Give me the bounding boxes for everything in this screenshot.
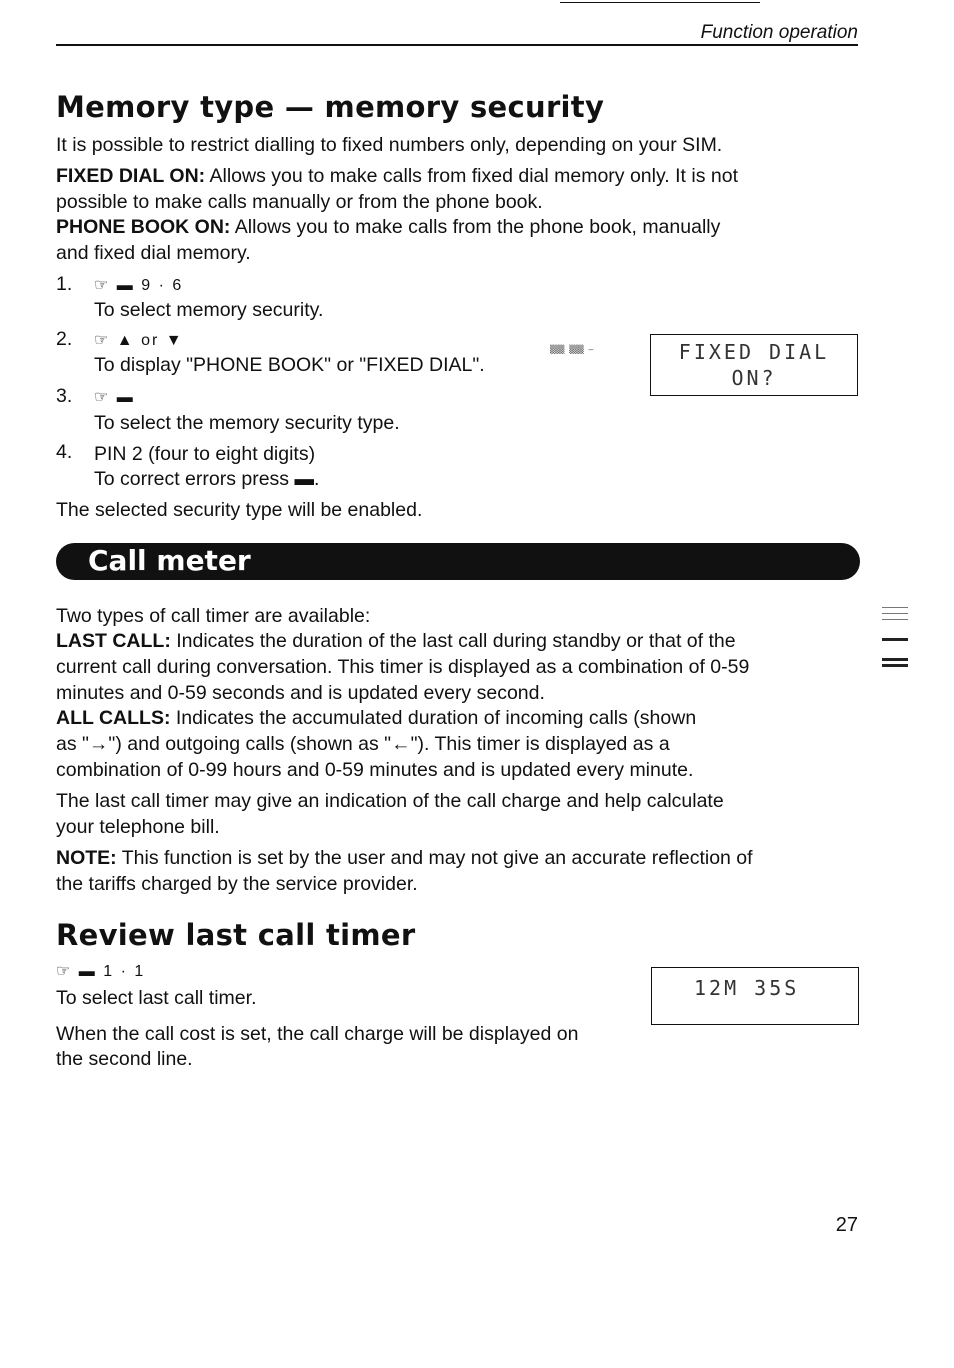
step-number: 1. [56, 273, 73, 295]
note-paragraph: NOTE: This function is set by the user and may not give an accurate reflection of [56, 847, 753, 869]
edge-mark [882, 619, 908, 620]
last-call-paragraph-cont: minutes and 0-59 seconds and is updated every second. [56, 682, 545, 704]
call-cost-paragraph: When the call cost is set, the call charge will be displayed on [56, 1023, 579, 1045]
phone-book-paragraph: PHONE BOOK ON: Allows you to make calls from the phone book, manually [56, 216, 721, 238]
all-calls-paragraph: ALL CALLS: Indicates the accumulated duration of incoming calls (shown [56, 707, 697, 729]
memory-closing: The selected security type will be enabled. [56, 499, 423, 521]
memory-section-title: Memory type — memory security [56, 90, 605, 124]
fixed-dial-paragraph: FIXED DIAL ON: Allows you to make calls from fixed dial memory only. It is not [56, 165, 738, 187]
phone-book-paragraph-cont: and fixed dial memory. [56, 242, 251, 264]
note-label: NOTE: [56, 847, 117, 869]
all-calls-paragraph-cont: combination of 0-99 hours and 0-59 minutes and is updated every minute. [56, 759, 694, 781]
step-number: 4. [56, 441, 73, 463]
display-line-2: ON? [731, 366, 777, 390]
step-text: To correct errors press ▬. [94, 468, 320, 490]
call-meter-intro: Two types of call timer are available: [56, 605, 371, 627]
review-select-text: To select last call timer. [56, 987, 257, 1009]
step-number: 3. [56, 385, 73, 407]
last-call-paragraph-cont: current call during conversation. This timer is displayed as a combination of 0-59 [56, 656, 750, 678]
call-charge-paragraph: The last call timer may give an indication of the call charge and help calculate [56, 790, 724, 812]
all-calls-label: ALL CALLS: [56, 707, 171, 729]
call-meter-title: Call meter [88, 544, 251, 577]
fixed-dial-paragraph-cont: possible to make calls manually or from the phone book. [56, 191, 543, 213]
note-paragraph-cont: the tariffs charged by the service provider. [56, 873, 418, 895]
edge-mark [882, 613, 908, 614]
running-header: Function operation [700, 22, 858, 43]
phone-book-label: PHONE BOOK ON: [56, 216, 231, 238]
step-text: To select memory security. [94, 299, 324, 321]
last-call-label: LAST CALL: [56, 630, 171, 652]
last-call-paragraph: LAST CALL: Indicates the duration of the last call during standby or that of the [56, 630, 736, 652]
step-number: 2. [56, 328, 73, 350]
header-rule [56, 44, 858, 46]
review-section-title: Review last call timer [56, 918, 416, 952]
fixed-dial-label: FIXED DIAL ON: [56, 165, 206, 187]
top-edge-mark [560, 2, 760, 3]
key-sequence-icon: ☞ ▬ 1 · 1 [56, 963, 146, 980]
all-calls-paragraph-cont: as "→") and outgoing calls (shown as "←"). This timer is displayed as a [56, 733, 670, 755]
fixed-dial-display [650, 334, 858, 396]
display-leader-icon: ▒▒▒ ▒▒▒ — [550, 345, 594, 354]
call-charge-paragraph-cont: your telephone bill. [56, 816, 220, 838]
memory-intro: It is possible to restrict dialling to fixed numbers only, depending on your SIM. [56, 134, 723, 156]
display-line-1: FIXED DIAL [678, 340, 830, 364]
edge-mark [882, 638, 908, 641]
edge-mark [882, 658, 908, 661]
step-text: To select the memory security type. [94, 412, 400, 434]
edge-mark [882, 607, 908, 608]
page-number: 27 [835, 1214, 858, 1236]
key-sequence-icon: ☞ ▬ [94, 389, 135, 406]
key-sequence-icon: ☞ ▲ or ▼ [94, 332, 184, 349]
step-text-pin: PIN 2 (four to eight digits) [94, 443, 316, 465]
key-sequence-icon: ☞ ▬ 9 · 6 [94, 277, 184, 294]
call-cost-paragraph-cont: the second line. [56, 1048, 193, 1070]
edge-mark [882, 664, 908, 667]
call-timer-display [651, 967, 859, 1025]
step-text: To display "PHONE BOOK" or "FIXED DIAL". [94, 354, 485, 376]
display-line-1: 12M 35S [694, 976, 800, 1000]
